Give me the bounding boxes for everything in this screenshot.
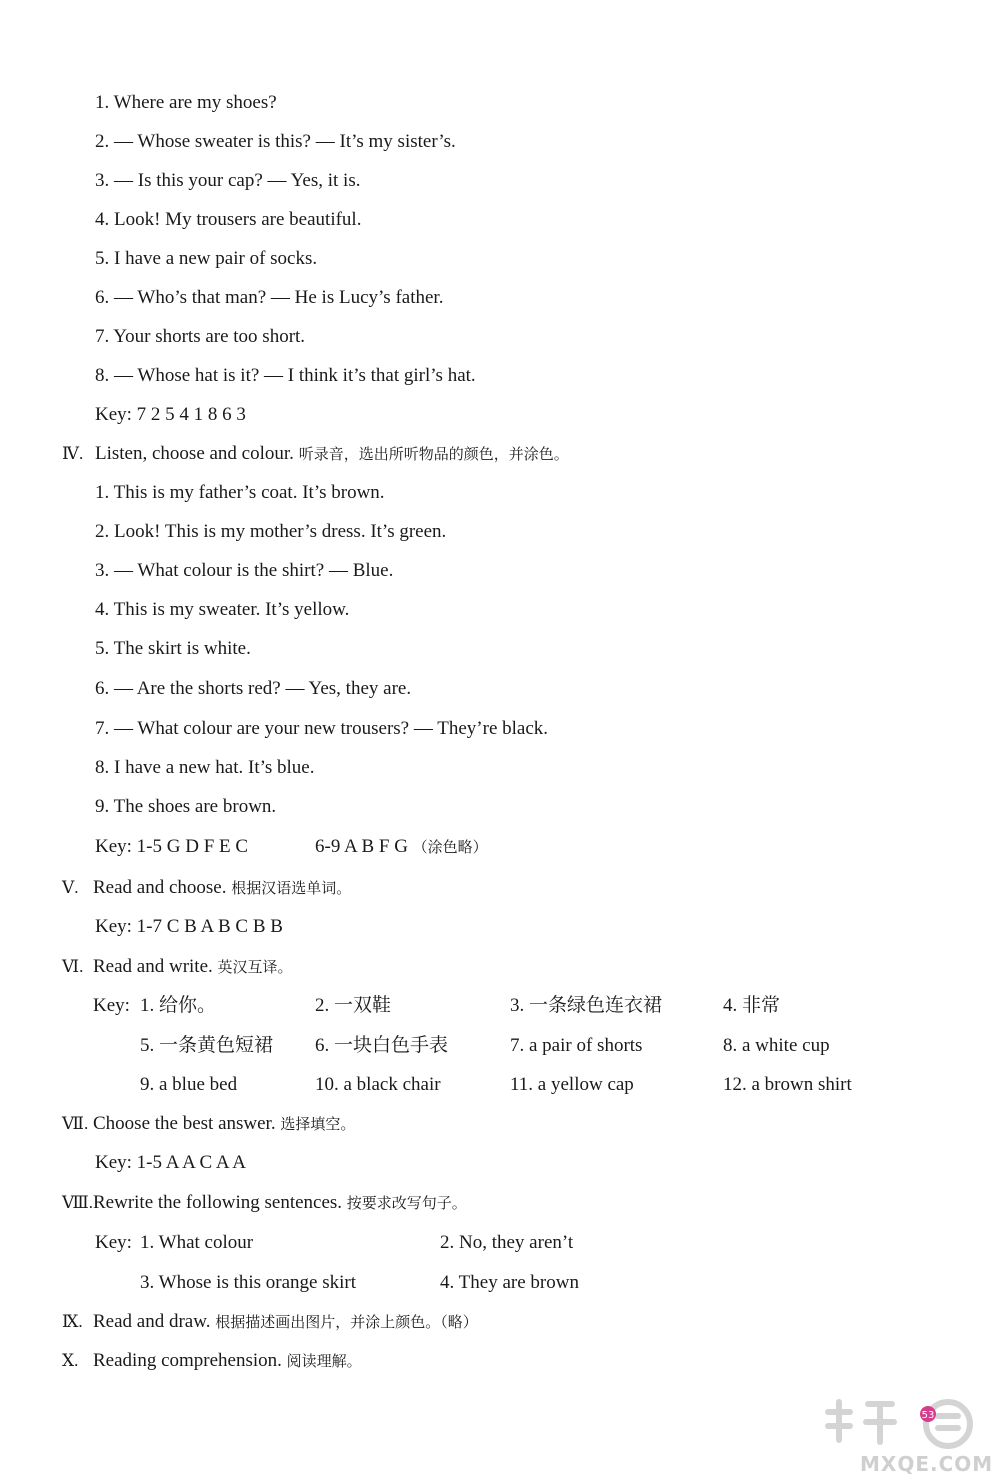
heading-chinese: 英汉互译。 [217,958,293,976]
heading-english: Read and choose. [93,877,227,898]
listening-item-5: 5. The skirt is white. [95,638,251,659]
section-numeral: Ⅹ. [62,1351,79,1370]
heading-english: Read and draw. [93,1311,211,1332]
svg-text:53: 53 [921,1410,935,1421]
answer-key-part-2 [315,835,488,859]
watermark-text: MXQE.COM [860,1452,994,1476]
translation-item: 4. 非常 [723,995,781,1016]
answer-key: Key: 1-5 A A C A A [95,1152,246,1173]
section-heading [93,1349,362,1373]
listening-item-2: 2. — Whose sweater is this? — It’s my sister’s. [95,131,456,152]
listening-item-9: 9. The shoes are brown. [95,796,277,817]
rewrite-answer-1: 1. What colour [140,1232,254,1253]
translation-item: 10. a black chair [315,1074,441,1095]
translation-item: 8. a white cup [723,1035,830,1056]
answer-key-label: Key: [93,995,130,1016]
listening-item-2: 2. Look! This is my mother’s dress. It’s green. [95,521,447,542]
translation-item: 7. a pair of shorts [510,1035,643,1056]
listening-item-4: 4. This is my sweater. It’s yellow. [95,599,350,620]
listening-item-3: 3. — What colour is the shirt? — Blue. [95,560,394,581]
translation-item: 1. 给你。 [140,995,217,1016]
answer-key-part-1: Key: 1-5 G D F E C [95,836,249,857]
section-numeral: Ⅶ. [62,1114,89,1133]
answer-circle-logo-icon [820,1392,990,1452]
translation-item: 12. a brown shirt [723,1074,852,1095]
heading-chinese: 根据汉语选单词。 [231,879,352,897]
section-heading [93,955,293,979]
heading-chinese: 听录音，选出所听物品的颜色，并涂色。 [298,445,569,463]
heading-english: Choose the best answer. [93,1113,276,1134]
translation-item: 5. 一条黄色短裙 [140,1035,274,1056]
listening-item-8: 8. I have a new hat. It’s blue. [95,757,315,778]
translation-item: 2. 一双鞋 [315,995,392,1016]
answer-key: Key: 7 2 5 4 1 8 6 3 [95,404,246,425]
section-heading [93,876,351,900]
translation-item: 6. 一块白色手表 [315,1035,449,1056]
listening-item-7: 7. — What colour are your new trousers? — They’re black. [95,718,549,739]
section-numeral: Ⅴ. [62,878,79,897]
section-heading [93,1310,478,1334]
listening-item-6: 6. — Who’s that man? — He is Lucy’s father. [95,287,444,308]
rewrite-answer-4: 4. They are brown [440,1272,579,1293]
heading-english: Listen, choose and colour. [95,443,294,464]
translation-item: 3. 一条绿色连衣裙 [510,995,663,1016]
section-numeral: Ⅵ. [62,957,84,976]
translation-item: 11. a yellow cap [510,1074,634,1095]
listening-item-5: 5. I have a new pair of socks. [95,248,318,269]
section-numeral: Ⅸ. [62,1312,83,1331]
listening-item-6: 6. — Are the shorts red? — Yes, they are. [95,678,412,699]
listening-item-7: 7. Your shorts are too short. [95,326,306,347]
listening-item-1: 1. Where are my shoes? [95,92,277,113]
heading-chinese: 按要求改写句子。 [346,1194,467,1212]
listening-item-3: 3. — Is this your cap? — Yes, it is. [95,170,361,191]
heading-chinese: 选择填空。 [280,1115,356,1133]
answer-key-label: Key: [95,1232,132,1253]
answer-key-note: （涂色略） [412,838,488,856]
translation-item: 9. a blue bed [140,1074,238,1095]
section-heading [93,1191,467,1215]
listening-item-4: 4. Look! My trousers are beautiful. [95,209,362,230]
section-heading [95,442,569,466]
section-heading [93,1112,355,1136]
heading-chinese: 阅读理解。 [286,1352,362,1370]
heading-english: Rewrite the following sentences. [93,1192,343,1213]
heading-english: Read and write. [93,956,213,977]
section-numeral: Ⅷ. [62,1193,94,1212]
listening-item-1: 1. This is my father’s coat. It’s brown. [95,482,385,503]
heading-chinese: 根据描述画出图片，并涂上颜色。（略） [215,1313,478,1331]
answer-key-letters: 6-9 A B F G [315,836,408,857]
rewrite-answer-2: 2. No, they aren’t [440,1232,574,1253]
heading-english: Reading comprehension. [93,1350,282,1371]
section-numeral: Ⅳ. [62,444,84,463]
rewrite-answer-3: 3. Whose is this orange skirt [140,1272,357,1293]
answer-key: Key: 1-7 C B A B C B B [95,916,283,937]
listening-item-8: 8. — Whose hat is it? — I think it’s that girl’s hat. [95,365,476,386]
